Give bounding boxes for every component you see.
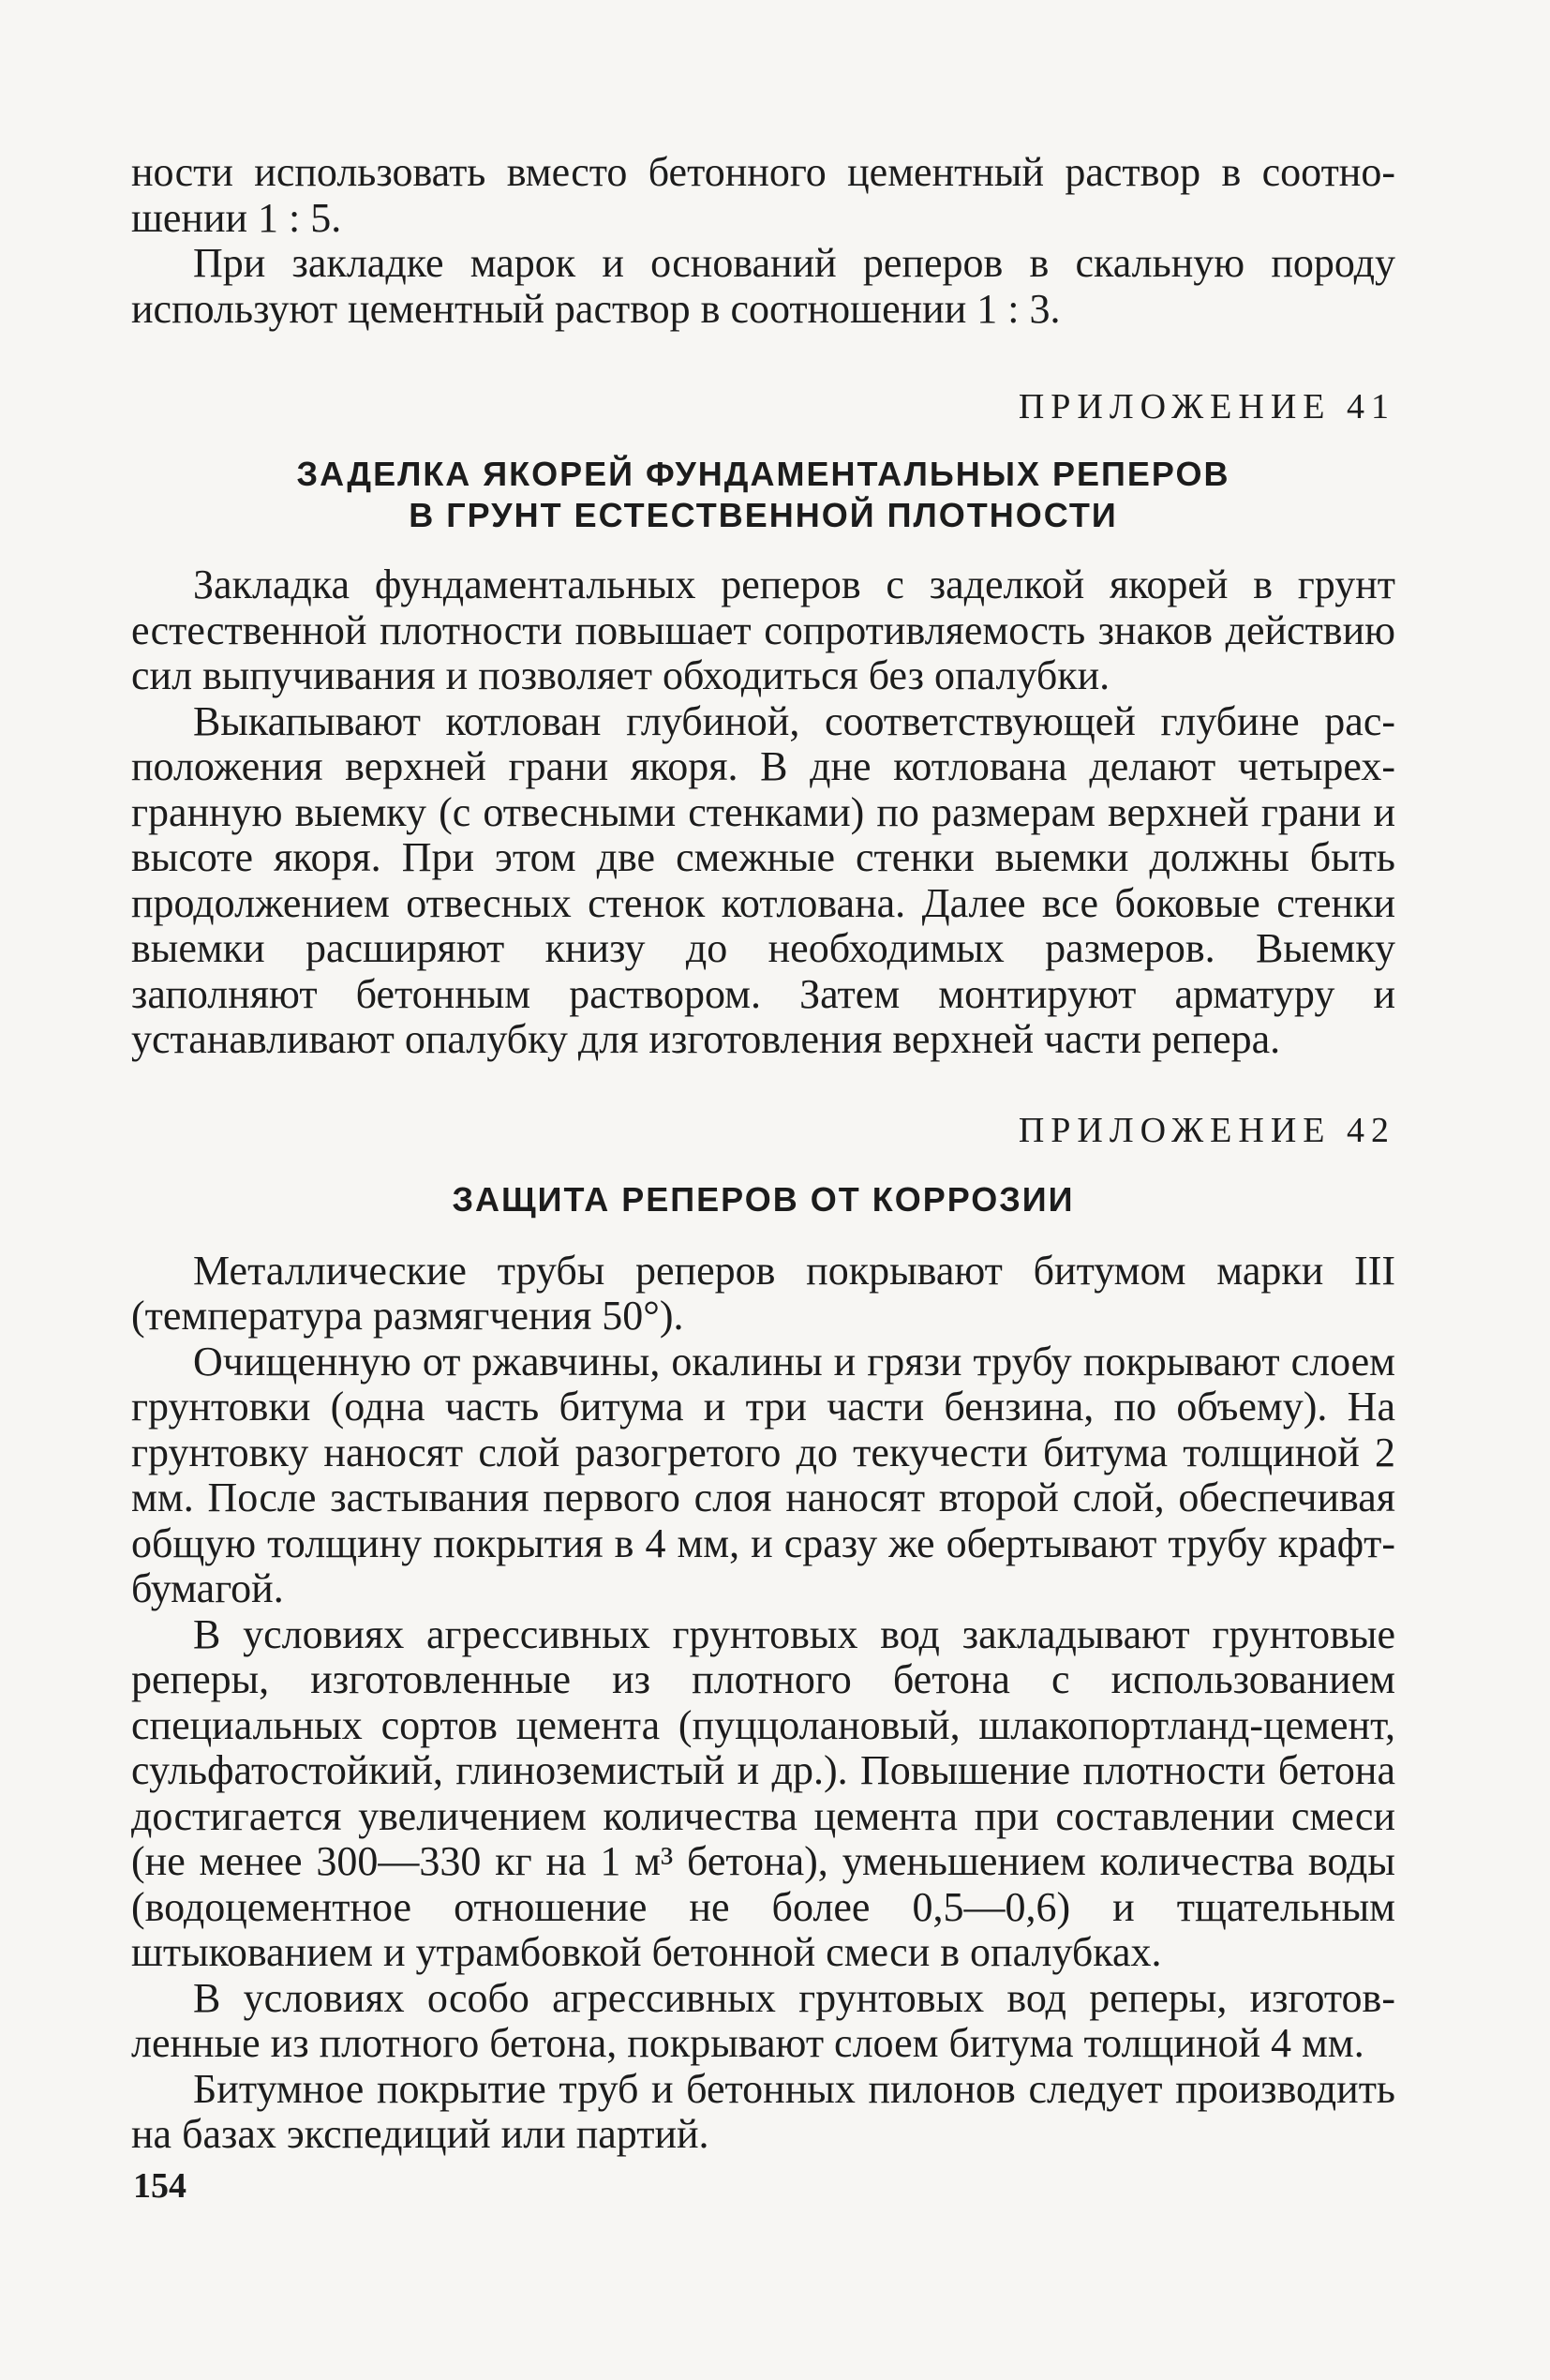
appendix-42-paragraph-5: Битумное покрытие труб и бетонных пилонов следует производить на базах экспедиций или партий.: [131, 2065, 1395, 2157]
intro-paragraph-2: При закладке марок и оснований реперов в скальную породу используют цементный раствор в соотношении 1 : 3.: [131, 240, 1395, 332]
appendix-42-title: ЗАЩИТА РЕПЕРОВ ОТ КОРРОЗИИ: [452, 1179, 1075, 1219]
appendix-42-label: ПРИЛОЖЕНИЕ 42: [1018, 1110, 1395, 1150]
appendix-41-title: [131, 454, 1395, 536]
appendix-42-paragraph-3: В условиях агрессивных грунтовых вод закладывают грунтовые реперы, изготовленные из плотного бетона с использованием специальных сортов цемента (пуццолановый, шлакопортланд-цемент, сульфатостойкий, глиноземистый и др.). Повышение плотности бетона достигается увеличением количества цемента при составлении смеси (не менее 300—330 кг на 1 м³ бетона), уменьшением количества воды (водоцементное отношение не более 0,5—0,6) и тщательным штыкованием и утрамбовкой бетонной смеси в опалубках.: [131, 1610, 1395, 1975]
appendix-41-title-line-1: ЗАДЕЛКА ЯКОРЕЙ ФУНДАМЕНТАЛЬНЫХ РЕПЕРОВ: [296, 455, 1230, 493]
appendix-42-paragraph-2: Очищенную от ржавчины, окалины и грязи трубу покрывают слоем грунтовки (одна часть битума и три части бензина, по объему). На грунтовку наносят слой разогретого до текучести битума толщиной 2 мм. После застывания первого слоя наносят второй слой, обеспечивая общую толщину покрытия в 4 мм, и сразу же обертывают трубу крафт-бумагой.: [131, 1338, 1395, 1611]
appendix-41-paragraph-1: Закладка фундаментальных реперов с заделкой якорей в грунт естественной плотности повышает сопротивляемость знаков действию сил выпучивания и позволяет обходиться без опалубки.: [131, 561, 1395, 698]
appendix-42-paragraph-1: Металлические трубы реперов покрывают битумом марки III (температура размягчения 50°).: [131, 1247, 1395, 1339]
appendix-41-title-line-2: В ГРУНТ ЕСТЕСТВЕННОЙ ПЛОТНОСТИ: [409, 496, 1118, 534]
page-number: 154: [133, 2166, 186, 2206]
intro-paragraph-1: ности использовать вместо бетонного цементный раствор в соотношении 1 : 5.: [131, 149, 1395, 241]
appendix-42-paragraph-4: В условиях особо агрессивных грунтовых вод реперы, изготовленные из плотного бетона, покрывают слоем битума толщиной 4 мм.: [131, 1974, 1395, 2066]
appendix-41-label: ПРИЛОЖЕНИЕ 41: [1018, 387, 1395, 427]
appendix-41-paragraph-2: Выкапывают котлован глубиной, соответствующей глубине расположения верхней грани якоря. В дне котлована делают четырехгранную выемку (с отвесными стенками) по размерам верхней грани и высоте якоря. При этом две смежные стенки выемки должны быть продолжением отвесных стенок котлована. Далее все боковые стенки выемки расширяют книзу до необходимых размеров. Выемку заполняют бетонным раствором. Затем монтируют арматуру и устанавливают опалубку для изготовления верхней части репера.: [131, 697, 1395, 1062]
